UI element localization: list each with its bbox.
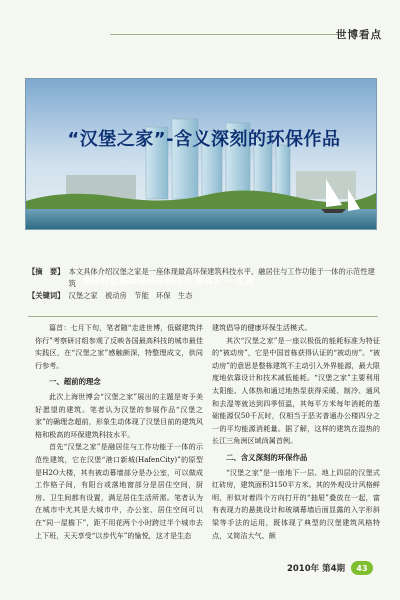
keywords-label: 【关键词】 bbox=[28, 291, 65, 300]
page-number-badge: 43 bbox=[351, 561, 373, 575]
abstract-rule bbox=[28, 316, 378, 317]
paragraph: 此次上海世博会“汉堡之家”展出的主题是寄予美好愿望的建筑。笔者认为汉堡的参展作品“汉堡之家”的确理念超前，形象生动体现了汉堡目前的建筑风格和极高的环保建筑科技水平。 bbox=[35, 391, 203, 439]
issue-label: 2010年 第4期 bbox=[286, 564, 345, 574]
page-footer bbox=[287, 561, 373, 575]
paragraph: “汉堡之家”是一座地下一层、地上四层的汉堡式红砖房，建筑面积3150平方米。其的外观设计风格鲜明，形似对着四个方向打开的“抽屉”叠放在一起，富有表现力的悬挑设计和玻璃幕墙后面显露的入字形斜梁等手法的运用，既体现了典型的汉堡建筑风格特点，又简洁大气、颇 bbox=[212, 467, 380, 540]
body-column-left bbox=[35, 322, 203, 542]
article-title: “汉堡之家”-含义深刻的环保作品 bbox=[67, 129, 341, 150]
header-rule bbox=[110, 34, 340, 35]
paragraph: 篇首：七月下旬，笔者随“走进世博，低碳建筑伴你行”考察研讨组参观了反映各国最高科技的城市最佳实践区，在“汉堡之家”感触颇深，特整理成文，供同行参考。 bbox=[35, 323, 203, 370]
hero-illustration bbox=[26, 79, 376, 229]
section-heading: 二、含义深刻的环保作品 bbox=[226, 452, 308, 462]
section-tag: 世博看点 bbox=[336, 29, 382, 41]
paragraph: 首先“汉堡之家”是融居住与工作功能于一体的示范性建筑，它在汉堡“港口新城(HafenCity)”的原型是H2O大楼，其有被动幕墙部分是办公室，可以做成工作格子间，有阳台或落地窗部分是居住空间，厨房、卫生间都有设置，满足居住生活所需。笔者认为在城市中尤其是大城市中，办公室、居住空间可以在“同一屋檐下”，距不用花两个小时跨过半个城市去上下班，天天享受“以步代车”的愉悦，这才是生态 bbox=[35, 442, 203, 540]
hero-caption: 湖底碧波湖畔绿映楼群排列 整体汇·一支流 bbox=[82, 277, 255, 287]
abstract-text: 本文具体介绍汉堡之家是一座体现最高环保建筑科技水平、融居住与工作功能于一体的示范性建筑 bbox=[68, 267, 375, 288]
keywords-text: 汉堡之家 被动房 节能 环保 生态 bbox=[68, 291, 193, 300]
paragraph: 其次“汉堡之家”是一座以极低的能耗标准为特征的“被动房”，它是中国首栋获得认证的“被动房”。“被动房”的意思是整栋建筑不主动引入外界能源，最大限度地依靠设计和技术减低能耗。“汉堡之家”主要利用太阳能、人体热和通过地热泵获得采暖、制冷、通风和去湿等就达到四季恒温，其每平方米每年消耗的基础能源仅50千瓦时，仅相当于恶劣普通办公楼四分之一的平均能源消耗量。据了解，这样的建筑在湿热的长江三角洲区域尚属首例。 bbox=[212, 335, 380, 446]
abstract-block bbox=[28, 266, 378, 302]
section-heading: 一、超前的理念 bbox=[49, 377, 101, 387]
paragraph: 建筑倡导的健康环保生活模式。 bbox=[212, 323, 312, 332]
body-column-right bbox=[212, 322, 380, 542]
abstract-label: 【摘 要】 bbox=[28, 267, 65, 276]
